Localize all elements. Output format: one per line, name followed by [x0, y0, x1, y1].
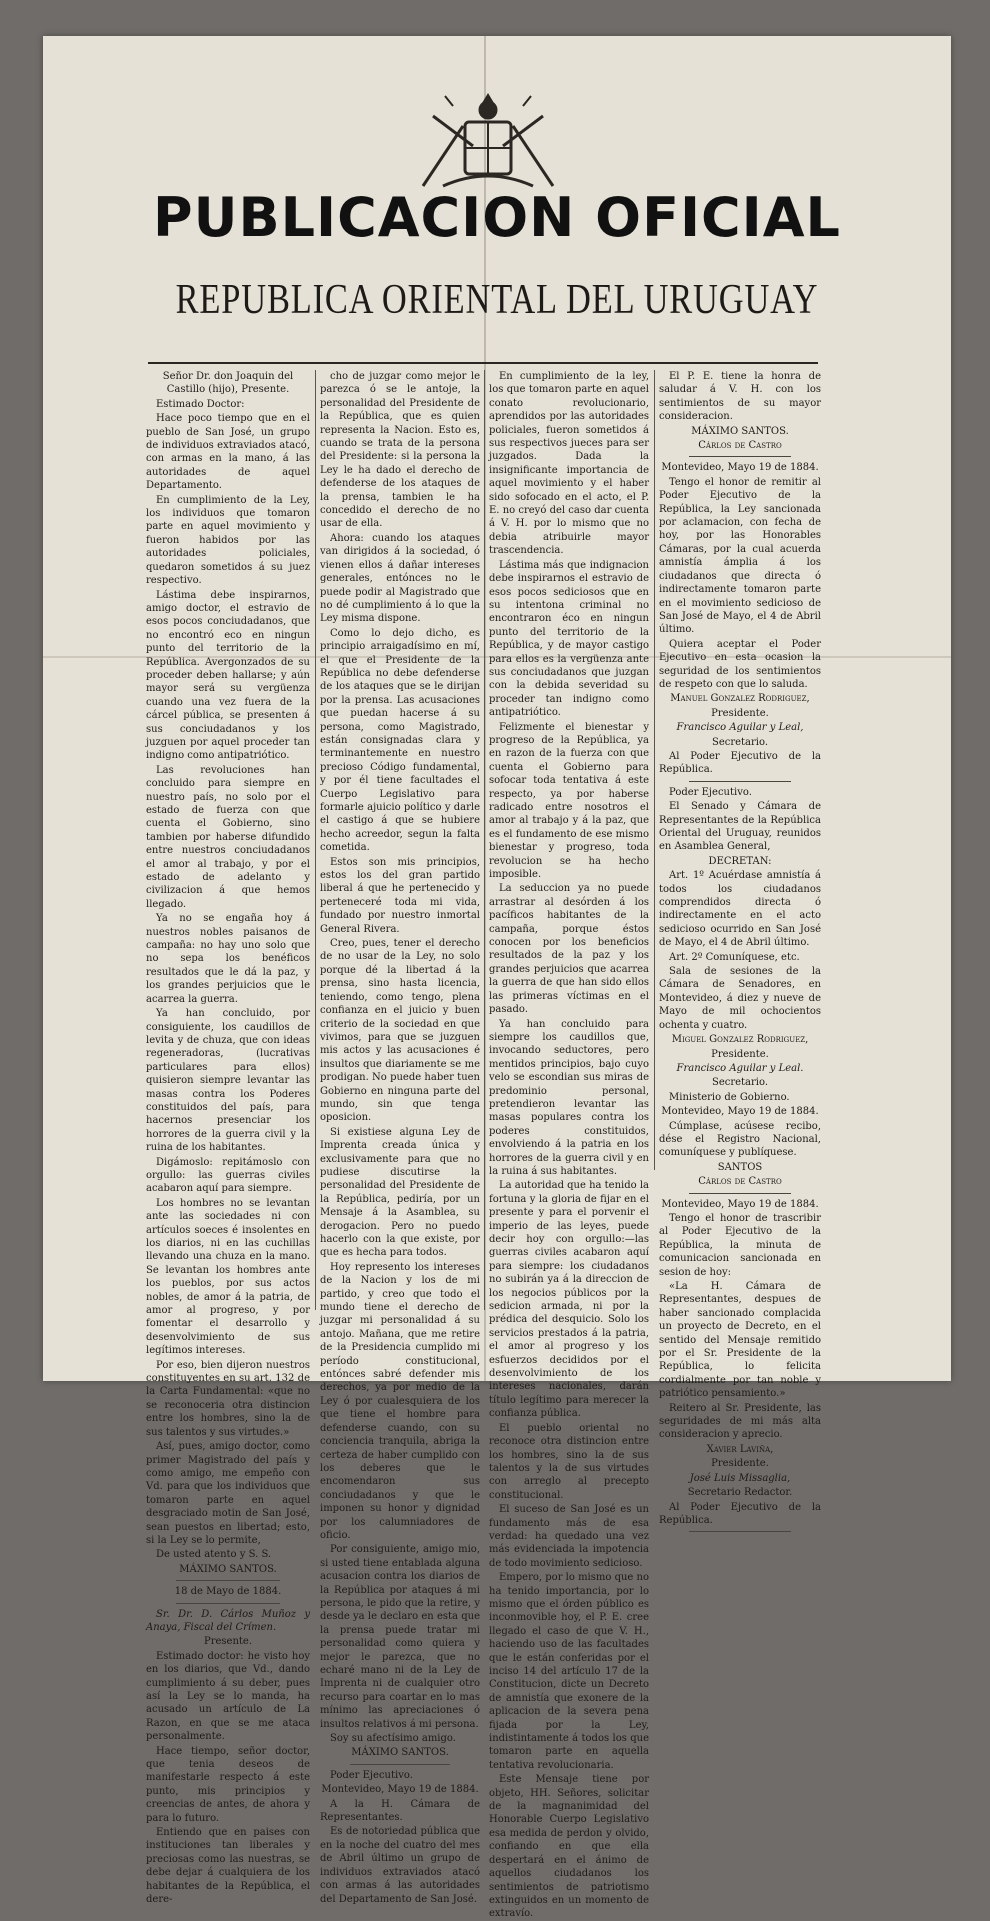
- paragraph: Al Poder Ejecutivo de la República.: [659, 750, 821, 776]
- paragraph: «La H. Cámara de Representantes, despues de haber sancionado complacida un proyecto de Decreto, en el sentido del Mensaje remitido por el Sr. Presidente de la República, lo felicita cordialmente por tan noble y patriótico pensamiento.»: [659, 1281, 821, 1400]
- signature: José Luis Missaglia,: [689, 1472, 791, 1484]
- signature: Xavier Laviña,: [706, 1443, 774, 1455]
- paragraph: El pueblo oriental no reconoce otra distincion entre los hombres, sino la de sus talentos y la de sus virtudes con arreglo al precepto constitucional.: [489, 1422, 649, 1501]
- signature: Francisco Aguilar y Leal,: [676, 722, 804, 734]
- text-column-3: [489, 370, 649, 1920]
- paragraph: La autoridad que ha tenido la fortuna y la gloria de fijar en el presente y para el porvenir el imperio de las leyes, puede decir hoy con orgullo:—las guerras civiles acabaron aquí para siempre: los ciudadanos no subirán ya á la direccion de los negocios públicos por la sedicion armada, ni por la prédica del desquicio. Solo los servicios prestados á la patria, el amor al progreso y los esfuerzos decididos por el desenvolvimiento de los intereses nacionales, darán título legítimo para merecer la confianza pública.: [489, 1180, 649, 1420]
- paragraph: El Senado y Cámara de Representantes de la República Oriental del Uruguay, reunidos en Asamblea General,: [659, 801, 821, 853]
- signature: MÁXIMO SANTOS.: [691, 425, 789, 437]
- signature: MÁXIMO SANTOS.: [179, 1563, 277, 1575]
- signature-title: Secretario Redactor.: [687, 1487, 793, 1499]
- paragraph: Art. 2º Comuníquese, etc.: [669, 951, 800, 963]
- signature: MÁXIMO SANTOS.: [351, 1747, 449, 1759]
- page-title: PUBLICACION OFICIAL: [153, 186, 841, 249]
- signature: Cárlos de Castro: [698, 1176, 782, 1188]
- paragraph: Este Mensaje tiene por objeto, HH. Señores, solicitar de la magnanimidad del Honorable Cuerpo Legislativo esa medida de perdon y olvido, confiando en que ella despertará en el ánimo de aquellos ciudadanos los sentimientos de patriotismo extinguidos en un momento de extravío.: [489, 1774, 649, 1920]
- text-column-2: [320, 370, 480, 1905]
- paragraph: Estimado Doctor:: [156, 398, 245, 410]
- paragraph: Por eso, bien dijeron nuestros constituyentes en su art. 132 de la Carta Fundamental: «que no se reconoceria otra distincion entre los hombres, sino la de sus talentos y sus virtudes.»: [146, 1359, 310, 1438]
- paragraph: Tengo el honor de trascribir al Poder Ejecutivo de la República, la minuta de comunicacion sancionada en sesion de hoy:: [659, 1212, 821, 1278]
- paragraph: Las revoluciones han concluido para siempre en nuestro país, no solo por el estado de fuerza con que cuenta el Gobierno, sino tambien por haberse difundido entre nuestros conciudadanos el amor al trabajo, y por el estado de adelanto y civilizacion á que hemos llegado.: [146, 764, 310, 910]
- paragraph: Hace tiempo, señor doctor, que tenia deseos de manifestarle respecto á este punto, mis principios y creencias de antes, de ahora y para lo futuro.: [146, 1745, 310, 1824]
- separator: [689, 456, 791, 457]
- paragraph: Al Poder Ejecutivo de la República.: [659, 1501, 821, 1526]
- paragraph: Art. 1º Acuérdase amnistía á todos los ciudadanos comprendidos directa ó indirectamente en el acto sedicioso ocurrido en San José de Mayo, el 4 de Abril último.: [659, 870, 821, 949]
- header-rule: [148, 362, 818, 364]
- paragraph: Ahora: cuando los ataques van dirigidos á la sociedad, ó vienen ellos á dañar intereses generales, entónces no le puede podir al Magistrado que no dé cumplimiento á lo que la Ley misma dispone.: [320, 532, 480, 625]
- paragraph: El suceso de San José es un fundamento más de esa verdad: ha quedado una vez más evidenciada la impotencia de todo movimiento sedicioso.: [489, 1504, 649, 1569]
- separator: [176, 1580, 280, 1581]
- paragraph: Lástima debe inspirarnos, amigo doctor, el estravio de esos pocos conciudadanos, que no encontró eco en ningun punto del territorio de la República. Avergonzados de su proceder deben hallarse; y aún mayor será su vergüenza cuando una vez fuera de la cárcel pública, se presenten á sus conciudadanos y los juzguen por aquel proceder tan indigno como antipatriótico.: [146, 589, 310, 762]
- page-subtitle: REPUBLICA ORIENTAL DEL URUGUAY: [175, 277, 819, 323]
- paragraph: Empero, por lo mismo que no ha tenido importancia, por lo mismo que el órden público es inconmovible hoy, el P. E. cree llegado el caso de que V. H., haciendo uso de las facultades que le están conferidas por el inciso 14 del artículo 17 de la Constitucion, dicte un Decreto de amnistía que exonere de la aplicacion de la severa pena fijada por la Ley, indistintamente á todos los que tomaron parte en aquella tentativa revolucionaria.: [489, 1572, 649, 1771]
- paragraph: Estimado doctor: he visto hoy en los diarios, que Vd., dando cumplimiento á su deber, pues así la Ley se lo manda, ha acusado un artículo de La Razon, en que se me ataca personalmente.: [146, 1650, 310, 1743]
- separator: [176, 1603, 280, 1604]
- paragraph: Los hombres no se levantan ante las sociedades ni con artículos soeces é insolentes en los diarios, ni en las cuchillas llevando una chuza en la mano. Se levantan los hombres ante los pueblos, por sus actos nobles, de amor á la patria, de amor al progreso, y por fomentar el desarrollo y desenvolvimiento de sus legítimos intereses.: [146, 1197, 310, 1357]
- paragraph: Sr. Dr. D. Cárlos Muñoz y Anaya, Fiscal del Crímen.: [146, 1608, 310, 1633]
- date-line: Montevideo, Mayo 19 de 1884.: [661, 462, 819, 474]
- paragraph: A la H. Cámara de Representantes.: [320, 1798, 480, 1824]
- paragraph: Digámoslo: repitámoslo con orgullo: las guerras civiles acabaron aquí para siempre.: [146, 1156, 310, 1195]
- paragraph: cho de juzgar como mejor le parezca ó se le antoje, la personalidad del Presidente de la República, que es quien representa la Nacion. Esto es, cuando se trata de la persona del Presidente: si la persona la Ley le ha dado el derecho de defenderse de los ataques de la prensa, tambien le ha concedido el derecho de no usar de ella.: [320, 371, 480, 530]
- paragraph: Quiera aceptar el Poder Ejecutivo en esta ocasion la seguridad de los sentimientos de respeto con que lo saluda.: [659, 638, 821, 690]
- paragraph: Por consiguiente, amigo mio, si usted tiene entablada alguna acusacion contra los diarios de la República por ataques á mi persona, le pido que la retire, y desde ya le declaro en esta que la prensa puede tratar mi personalidad como quiera y mejor le parezca, que no echaré mano ni de la Ley de Imprenta ni de cualquier otro recurso para coartar en lo mas mínimo las apreciaciones ó insultos relativos á mi persona.: [320, 1544, 480, 1730]
- signature: Miguel Gonzalez Rodriguez,: [671, 1034, 809, 1046]
- paragraph: Como lo dejo dicho, es principio arraigadísimo en mí, el que el Presidente de la República no debe defenderse de los ataques que se le dirijan por la prensa. Las acusaciones que puedan hacerse á su persona, como Magistrado, están consignadas clara y terminantemente en nuestro precioso Código fundamental, y por él tiene facultades el Cuerpo Legislativo para formarle ajuicio político y darle el castigo á que se hubiere hecho acreedor, segun la falta cometida.: [320, 627, 480, 854]
- paragraph: Sala de sesiones de la Cámara de Senadores, en Montevideo, á diez y nueve de Mayo de mil ochocientos ochenta y cuatro.: [659, 966, 821, 1031]
- paragraph: Hace poco tiempo que en el pueblo de San José, un grupo de individuos extraviados atacó, con armas en la mano, á las autoridades de aquel Departamento.: [146, 413, 310, 492]
- paragraph: Poder Ejecutivo.: [330, 1769, 413, 1781]
- signature: Francisco Aguilar y Leal.: [676, 1062, 804, 1074]
- paragraph: Ya han concluido para siempre los caudillos que, invocando seductores, pero mentidos principios, bajo cuyo velo se escondian sus miras de predominio personal, pretendieron levantar las masas populares contra los poderes constituidos, envolviendo á la patria en los horrores de la guerra civil y en la ruina á sus habitantes.: [489, 1018, 649, 1177]
- signature: Manuel Gonzalez Rodriguez,: [670, 693, 810, 705]
- signature: Cárlos de Castro: [698, 440, 782, 452]
- date-line: 18 de Mayo de 1884.: [174, 1586, 282, 1598]
- document-page: [43, 36, 951, 1920]
- signature-title: Presidente.: [711, 1048, 769, 1060]
- paragraph: De usted atento y S. S.: [156, 1549, 272, 1561]
- separator: [689, 1531, 791, 1532]
- date-line: Montevideo, Mayo 19 de 1884.: [661, 1106, 819, 1118]
- paragraph: Ya han concluido, por consiguiente, los caudillos de levita y de chuza, que con ideas regeneradoras, (lucrativas particulares para ellos) quisieron siempre levantar las masas contra los Poderes constituidos del país, para hacernos presenciar los horrores de la guerra civil y la ruina de los habitantes.: [146, 1008, 310, 1154]
- paragraph: Así, pues, amigo doctor, como primer Magistrado del país y como amigo, me empeño con Vd. para que los individuos que tomaron parte en aquel desgraciado motin de San José, sean puestos en libertad; esto, si la Ley se lo permite,: [146, 1441, 310, 1546]
- signature-title: Secretario.: [711, 736, 769, 748]
- date-line: Montevideo, Mayo 19 de 1884.: [661, 1198, 819, 1210]
- signature-title: Presidente.: [711, 1458, 769, 1470]
- paragraph: Ministerio de Gobierno.: [669, 1091, 790, 1103]
- separator: [689, 781, 791, 782]
- paragraph: Entiendo que en paises con instituciones tan liberales y preciosas como las nuestras, se debe dejar á cualquiera de los habitantes de la República, el dere-: [146, 1827, 310, 1906]
- paragraph: Reitero al Sr. Presidente, las seguridades de mi más alta consideracion y aprecio.: [659, 1402, 821, 1441]
- text-column-4: [659, 370, 821, 1526]
- paragraph: Ya no se engaña hoy á nuestros nobles paisanos de campaña: no hay uno solo que no sepa los benéficos resultados que le dá la paz, y los grandes perjuicios que le acarrea la guerra.: [146, 913, 310, 1005]
- paragraph: En cumplimiento de la Ley, los individuos que tomaron parte en aquel movimiento y fueron habidos por las autoridades policiales, quedaron sometidos á su juez respectivo.: [146, 494, 310, 587]
- paragraph: Poder Ejecutivo.: [669, 786, 752, 798]
- paragraph: Presente.: [203, 1636, 253, 1648]
- paragraph: El P. E. tiene la honra de saludar á V. H. con los sentimientos de su mayor consideracion.: [659, 371, 821, 423]
- paragraph: Si existiese alguna Ley de Imprenta creada única y exclusivamente para que no pudiese discutirse la personalidad del Presidente de la República, pediría, por un Mensaje á la Asamblea, su derogacion. Pero no puedo hacerlo con la que existe, por que es hecha para todos.: [320, 1126, 480, 1259]
- paragraph: Felizmente el bienestar y progreso de la República, ya en razon de la fuerza con que cuenta el Gobierno para sofocar toda tentativa á este respecto, ya por haberse radicado entre nosotros el amor al trabajo y á la paz, que es el fundamento de ese mismo bienestar y progreso, toda revolucion se ha hecho imposible.: [489, 721, 649, 881]
- paragraph: Tengo el honor de remitir al Poder Ejecutivo de la República, la Ley sancionada por aclamacion, con fecha de hoy, por las Honorables Cámaras, por la cual acuerda amnistía ámplia á los ciudadanos que directa ó indirectamente tomaron parte en el movimiento sedicioso de San José de Mayo, el 4 de Abril último.: [659, 476, 821, 636]
- signature-title: Presidente.: [711, 707, 769, 719]
- separator: [350, 1764, 450, 1765]
- column-divider: [484, 370, 485, 1310]
- paragraph: Creo, pues, tener el derecho de no usar de la Ley, no solo porque dé la libertad á la prensa, sino hasta licencia, teniendo, como tengo, plena confianza en el juicio y buen criterio de la sociedad en que vivimos, para que se juzguen mis actos y las acusaciones é insultos que diariamente se me prodigan. No puede haber tuen Gobierno en ninguna parte del mundo, sin que tenga oposicion.: [320, 938, 480, 1124]
- separator: [689, 1193, 791, 1194]
- column-divider: [654, 370, 655, 1170]
- paragraph: Hoy represento los intereses de la Nacion y los de mi partido, y creo que todo el mundo tiene el derecho de juzgar mi personalidad á su antojo. Mañana, que me retire de la Presidencia cumplido mi período constitucional, entónces sabré defender mis derechos, ya por medio de la Ley ó por cualesquiera de los que tiene el hombre para defenderse cuando, con su conciencia tranquila, abriga la certeza de haber cumplido con los deberes que le encomendaron sus conciudadanos y que le imponen su honor y dignidad por los calumniadores de oficio.: [320, 1261, 480, 1541]
- paragraph: Es de notoriedad pública que en la noche del cuatro del mes de Abril último un grupo de individuos extraviados atacó con armas á las autoridades del Departamento de San José.: [320, 1826, 480, 1905]
- paragraph: La seduccion ya no puede arrastrar al desórden á los pacíficos habitantes de la campaña, porque éstos conocen por los beneficios resultados de la paz y los grandes perjuicios que acarrea la guerra de que han sido ellos las primeras víctimas en el pasado.: [489, 883, 649, 1016]
- paragraph: Señor Dr. don Joaquin del Castillo (hijo), Presente.: [162, 371, 294, 396]
- text-column-1: [146, 370, 310, 1906]
- paragraph: Estos son mis principios, estos los del gran partido liberal á que he pertenecido y perteneceré toda mi vida, fundado por nuestro inmortal General Rivera.: [320, 856, 480, 935]
- signature: SANTOS: [717, 1161, 763, 1173]
- paragraph: Lástima más que indignacion debe inspirarnos el estravio de esos pocos sediciosos que en su intentona criminal no encontraron éco en ningun punto del territorio de la República, y de mayor castigo para ellos es la vergüenza ante sus conciudadanos que juzgan con la debida severidad su proceder tan indigno como antipatriótico.: [489, 559, 649, 719]
- paragraph: Soy su afectísimo amigo.: [330, 1733, 456, 1745]
- signature-title: Secretario.: [711, 1077, 769, 1089]
- paragraph: Cúmplase, acúsese recibo, dése el Registro Nacional, comuníquese y publíquese.: [659, 1120, 821, 1159]
- date-line: Montevideo, Mayo 19 de 1884.: [321, 1784, 479, 1796]
- decree-heading: DECRETAN:: [708, 855, 772, 867]
- paragraph: En cumplimiento de la ley, los que tomaron parte en aquel conato revolucionario, aprendidos por las autoridades policiales, fueron sometidos á sus respectivos jueces para ser juzgados. Dada la insignificante importancia de aquel movimiento y el haber sido sofocado en el acto, el P. E. no creyó del caso dar cuenta á V. H. por lo mismo que no debia atribuirle mayor trascendencia.: [489, 371, 649, 557]
- column-divider: [315, 370, 316, 1310]
